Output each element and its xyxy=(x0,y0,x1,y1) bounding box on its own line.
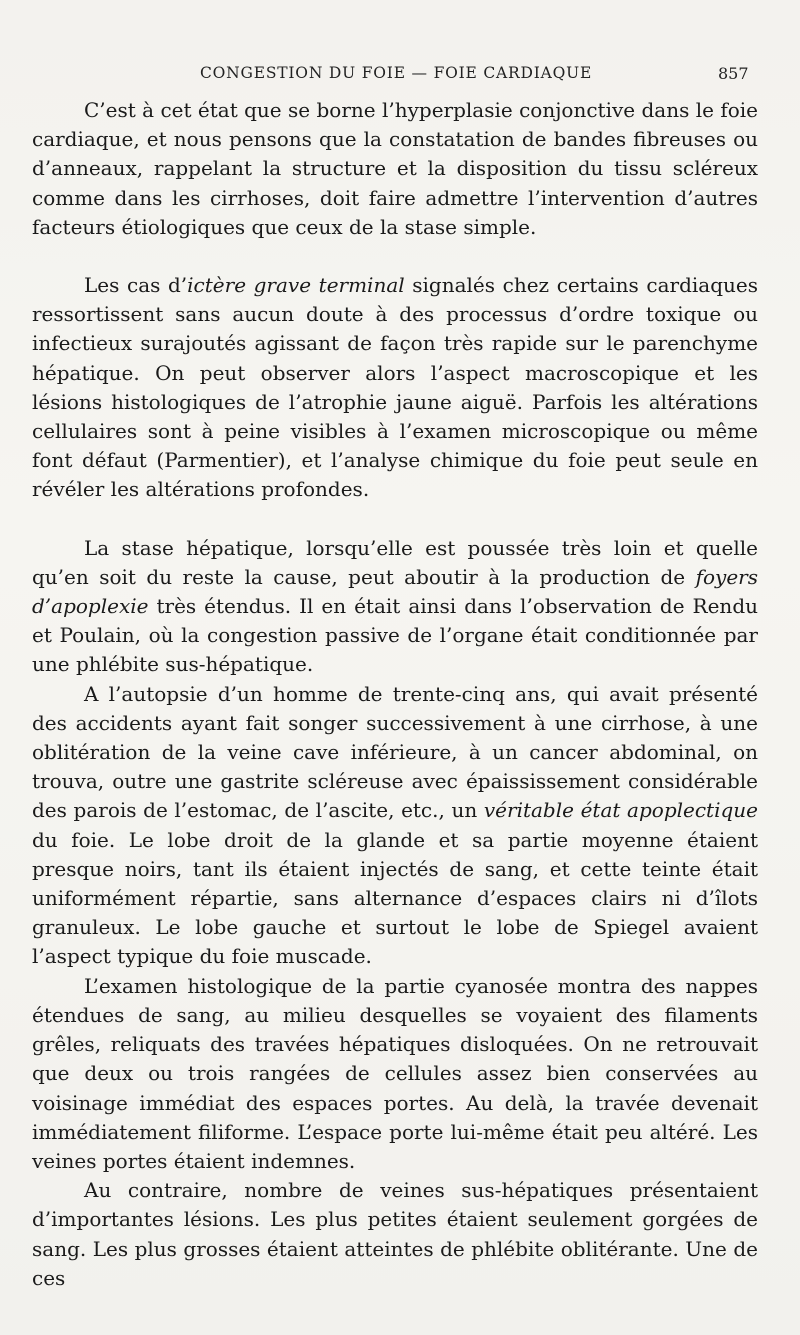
paragraph-veines-sus-hepatiques xyxy=(32,1176,758,1293)
paragraph-text: A l’autopsie d’un homme de trente-cinq ans, qui avait présenté des accidents ayant fait songer successivement à une cirrhose, à une oblitération de la veine cave inférieure, à un cancer abdominal, on trouva, outre une gastrite scléreuse avec épaississement considérable des parois de l’estomac, de l’ascite, etc., un xyxy=(32,681,758,823)
paragraph-text: L’examen histologique de la partie cyanosée montra des nappes étendues de sang, au milieu desquelles se voyaient des filaments grêles, reliquats des travées hépatiques disloquées. On ne retrouvait que deux ou trois rangées de cellules assez bien conservées au voisinage immédiat des espaces portes. Au delà, la travée devenait immédiatement filiforme. L’espace porte lui-même était peu altéré. Les veines portes étaient indemnes. xyxy=(32,973,758,1173)
paragraph-text: Au contraire, nombre de veines sus-hépatiques présentaient d’importantes lésions. Les plus petites étaient seulement gorgées de sang. Les plus grosses étaient atteintes de phlébite oblitérante. Une de ces xyxy=(32,1178,758,1290)
italic-term: foyers d’apoplexie xyxy=(32,564,758,619)
paragraph-text: La stase hépatique, lorsqu’elle est poussée très loin et quelle qu’en soit du reste la cause, peut aboutir à la production de xyxy=(32,535,758,589)
italic-term: véritable état apoplectique xyxy=(483,798,759,823)
paragraph-text: Les cas d’ xyxy=(84,273,188,298)
italic-term: ictère grave terminal xyxy=(187,273,405,298)
running-head: CONGESTION DU FOIE — FOIE CARDIAQUE xyxy=(200,64,593,82)
paragraph-text: C’est à cet état que se borne l’hyperplasie conjonctive dans le foie cardiaque, et nous pensons que la constatation de bandes fibreuses ou d’anneaux, rappelant la structure et la disposition du tissu scléreux comme dans les cirrhoses, doit faire admettre l’intervention d’autres facteurs étiologiques que ceux de la stase simple. xyxy=(32,98,758,239)
paragraph-stase-hepatique xyxy=(32,534,758,680)
page-header xyxy=(0,60,800,90)
paragraph-examen-histologique xyxy=(32,972,758,1176)
page-number: 857 xyxy=(718,64,749,83)
paragraph-text: signalés chez certains cardiaques ressortissent sans aucun doute à des processus d’ordre toxique ou infectieux surajoutés agissant de façon très rapide sur le parenchyme hépatique. On peut observer alors l’aspect macroscopique et les lésions histologiques de l’atrophie jaune aiguë. Parfois les altérations cellulaires sont à peine visibles à l’examen microscopique ou même font défaut (Parmentier), et l’analyse chimique du foie peut seule en révéler les altérations profondes. xyxy=(32,273,758,502)
paragraph-text: du foie. Le lobe droit de la glande et sa partie moyenne étaient presque noirs, tant ils étaient injectés de sang, et cette teinte était uniformément répartie, sans alternance d’espaces clairs ni d’îlots granuleux. Le lobe gauche et surtout le lobe de Spiegel avaient l’aspect typique du foie muscade. xyxy=(32,827,758,969)
paragraph-autopsie xyxy=(32,680,758,972)
body-text xyxy=(32,96,758,1293)
paragraph-hyperplasie xyxy=(32,96,758,242)
paragraph-text: très étendus. Il en était ainsi dans l’observation de Rendu et Poulain, où la congestion passive de l’organe était conditionnée par une phlébite sus-hépatique. xyxy=(32,594,758,677)
paragraph-ictere-grave xyxy=(32,271,758,505)
